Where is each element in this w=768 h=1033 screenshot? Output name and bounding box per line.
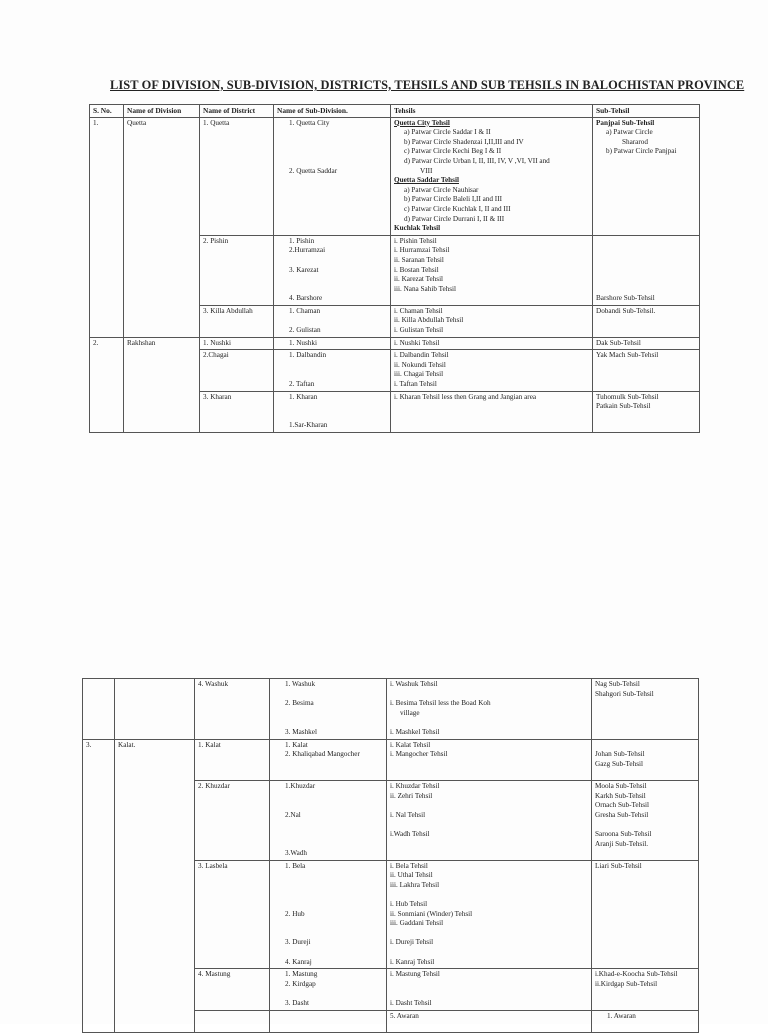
cell-sno: 1. <box>90 117 124 337</box>
header-tehsils: Tehsils <box>391 105 593 118</box>
cell-tehsils: i. Khuzdar Tehsil ii. Zehri Tehsil i. Nal Tehsil i.Wadh Tehsil <box>387 780 592 860</box>
cell-tehsils: i. Chaman Tehsil ii. Killa Abdullah Tehsil i. Gulistan Tehsil <box>391 305 593 337</box>
cell-sno <box>83 679 115 740</box>
cell-subtehsil: i.Khad-e-Koocha Sub-Tehsil ii.Kirdgap Sub-Tehsil <box>592 969 699 1010</box>
header-sno: S. No. <box>90 105 124 118</box>
cell-sno <box>195 1010 270 1032</box>
cell-tehsils: i. Nushki Tehsil <box>391 337 593 350</box>
cell-district: 4. Washuk <box>195 679 270 740</box>
cell-subdivision: 1. Kalat 2. Khaliqabad Mangocher <box>270 739 387 780</box>
cell-subtehsil: Yak Mach Sub-Tehsil <box>593 350 700 391</box>
cell-division: Kalat. <box>115 739 195 1032</box>
cell-sno: 3. <box>83 739 115 1032</box>
header-subdivision: Name of Sub-Division. <box>274 105 391 118</box>
cell-subtehsil: Moola Sub-Tehsil Karkh Sub-Tehsil Ornach Sub-Tehsil Gresha Sub-Tehsil Saroona Sub-Tehsil Aranji Sub-Tehsil. <box>592 780 699 860</box>
cell-subtehsil: Liari Sub-Tehsil <box>592 860 699 969</box>
cell-subdivision: 1. Pishin 2.Hurramzai 3. Karezat 4. Barshore <box>274 235 391 305</box>
cell-subdivision: 1. Washuk 2. Besima 3. Mashkel <box>270 679 387 740</box>
header-division: Name of Division <box>124 105 200 118</box>
cell-subdivision: 1.Khuzdar 2.Nal 3.Wadh <box>270 780 387 860</box>
cell-subtehsil: Nag Sub-Tehsil Shahgori Sub-Tehsil <box>592 679 699 740</box>
cell-subtehsil: Panjpai Sub-Tehsil a) Patwar Circle Shararod b) Patwar Circle Panjpai <box>593 117 700 235</box>
cell-division <box>270 1010 387 1032</box>
document-title: LIST OF DIVISION, SUB-DIVISION, DISTRICTS, TEHSILS AND SUB TEHSILS IN BALOCHISTAN PROVINCE <box>110 78 745 92</box>
cell-district: 3. Lasbela <box>195 860 270 969</box>
cell-subdivision: 1. Mastung 2. Kirdgap 3. Dasht <box>270 969 387 1010</box>
cell-district: 2.Chagai <box>200 350 274 391</box>
cell-division: Quetta <box>124 117 200 337</box>
cell-subtehsil: Tuhomulk Sub-Tehsil Patkain Sub-Tehsil <box>593 391 700 432</box>
cell-tehsils: i. Dalbandin Tehsil ii. Nokundi Tehsil iii. Chagai Tehsil i. Taftan Tehsil <box>391 350 593 391</box>
table-row <box>90 117 700 235</box>
cell-subtehsil: Dak Sub-Tehsil <box>593 337 700 350</box>
division-table-part-1 <box>89 104 700 433</box>
cell-subdivision: 1. Quetta City 2. Quetta Saddar <box>274 117 391 235</box>
cell-district: 1. Quetta <box>200 117 274 235</box>
cell-subdivision: 1. Kharan 1.Sar-Kharan <box>274 391 391 432</box>
cell-district: 2. Pishin <box>200 235 274 305</box>
table-row <box>83 679 699 740</box>
cell-subdivision: 1. Dalbandin 2. Taftan <box>274 350 391 391</box>
cell-subtehsil: Barshore Sub-Tehsil <box>593 235 700 305</box>
cell-division: Rakhshan <box>124 337 200 432</box>
cell-district: 2. Khuzdar <box>195 780 270 860</box>
cell-tehsils: i. Bela Tehsil ii. Uthal Tehsil iii. Lakhra Tehsil i. Hub Tehsil ii. Sonmiani (Winder) Tehsil iii. Gaddani Tehsil i. Dureji Tehsil i. Kanraj Tehsil <box>387 860 592 969</box>
cell-tehsils: i. Kharan Tehsil less then Grang and Jangian area <box>391 391 593 432</box>
cell-subdivision: 1. Bela 2. Hub 3. Dureji 4. Kanraj <box>270 860 387 969</box>
cell-district: 1. Kalat <box>195 739 270 780</box>
cell-district: 4. Mastung <box>195 969 270 1010</box>
cell-tehsils: i. Kalat Tehsil i. Mangocher Tehsil <box>387 739 592 780</box>
header-subtehsil: Sub-Tehsil <box>593 105 700 118</box>
cell-subtehsil: Johan Sub-Tehsil Gazg Sub-Tehsil <box>592 739 699 780</box>
cell-district: 3. Kharan <box>200 391 274 432</box>
cell-subtehsil: Dobandi Sub-Tehsil. <box>593 305 700 337</box>
cell-district: 5. Awaran <box>387 1010 592 1032</box>
cell-district: 3. Killa Abdullah <box>200 305 274 337</box>
division-table-part-2 <box>82 678 699 1033</box>
table-row <box>90 337 700 350</box>
cell-tehsils: i. Pishin Tehsil i. Hurramzai Tehsil ii. Saranan Tehsil i. Bostan Tehsil ii. Karezat Tehsil iii. Nana Sahib Tehsil <box>391 235 593 305</box>
cell-subdivision: 1. Chaman 2. Gulistan <box>274 305 391 337</box>
cell-subdivision: 1. Awaran <box>592 1010 699 1032</box>
header-district: Name of District <box>200 105 274 118</box>
cell-tehsils: Quetta City Tehsil a) Patwar Circle Saddar I & II b) Patwar Circle Shadenzai I,II,III and IV c) Patwar Circle Kechi Beg I & II d) Patwar Circle Urban I, II, III, IV, V ,VI, VII and VIII Quetta Saddar Tehsil a) Patwar Circle Nauhisar b) Patwar Circle Baleli I,II and III c) Patwar Circle Kuchlak I, II and III d) Patwar Circle Durrani I, II & III Kuchlak Tehsil <box>391 117 593 235</box>
table-row <box>83 739 699 780</box>
table-header-row <box>90 105 700 118</box>
cell-tehsils: i. Mastung Tehsil i. Dasht Tehsil <box>387 969 592 1010</box>
cell-tehsils: i. Washuk Tehsil i. Besima Tehsil less the Boad Koh village i. Mashkel Tehsil <box>387 679 592 740</box>
cell-division <box>115 679 195 740</box>
cell-subdivision: 1. Nushki <box>274 337 391 350</box>
cell-district: 1. Nushki <box>200 337 274 350</box>
cell-sno: 2. <box>90 337 124 432</box>
